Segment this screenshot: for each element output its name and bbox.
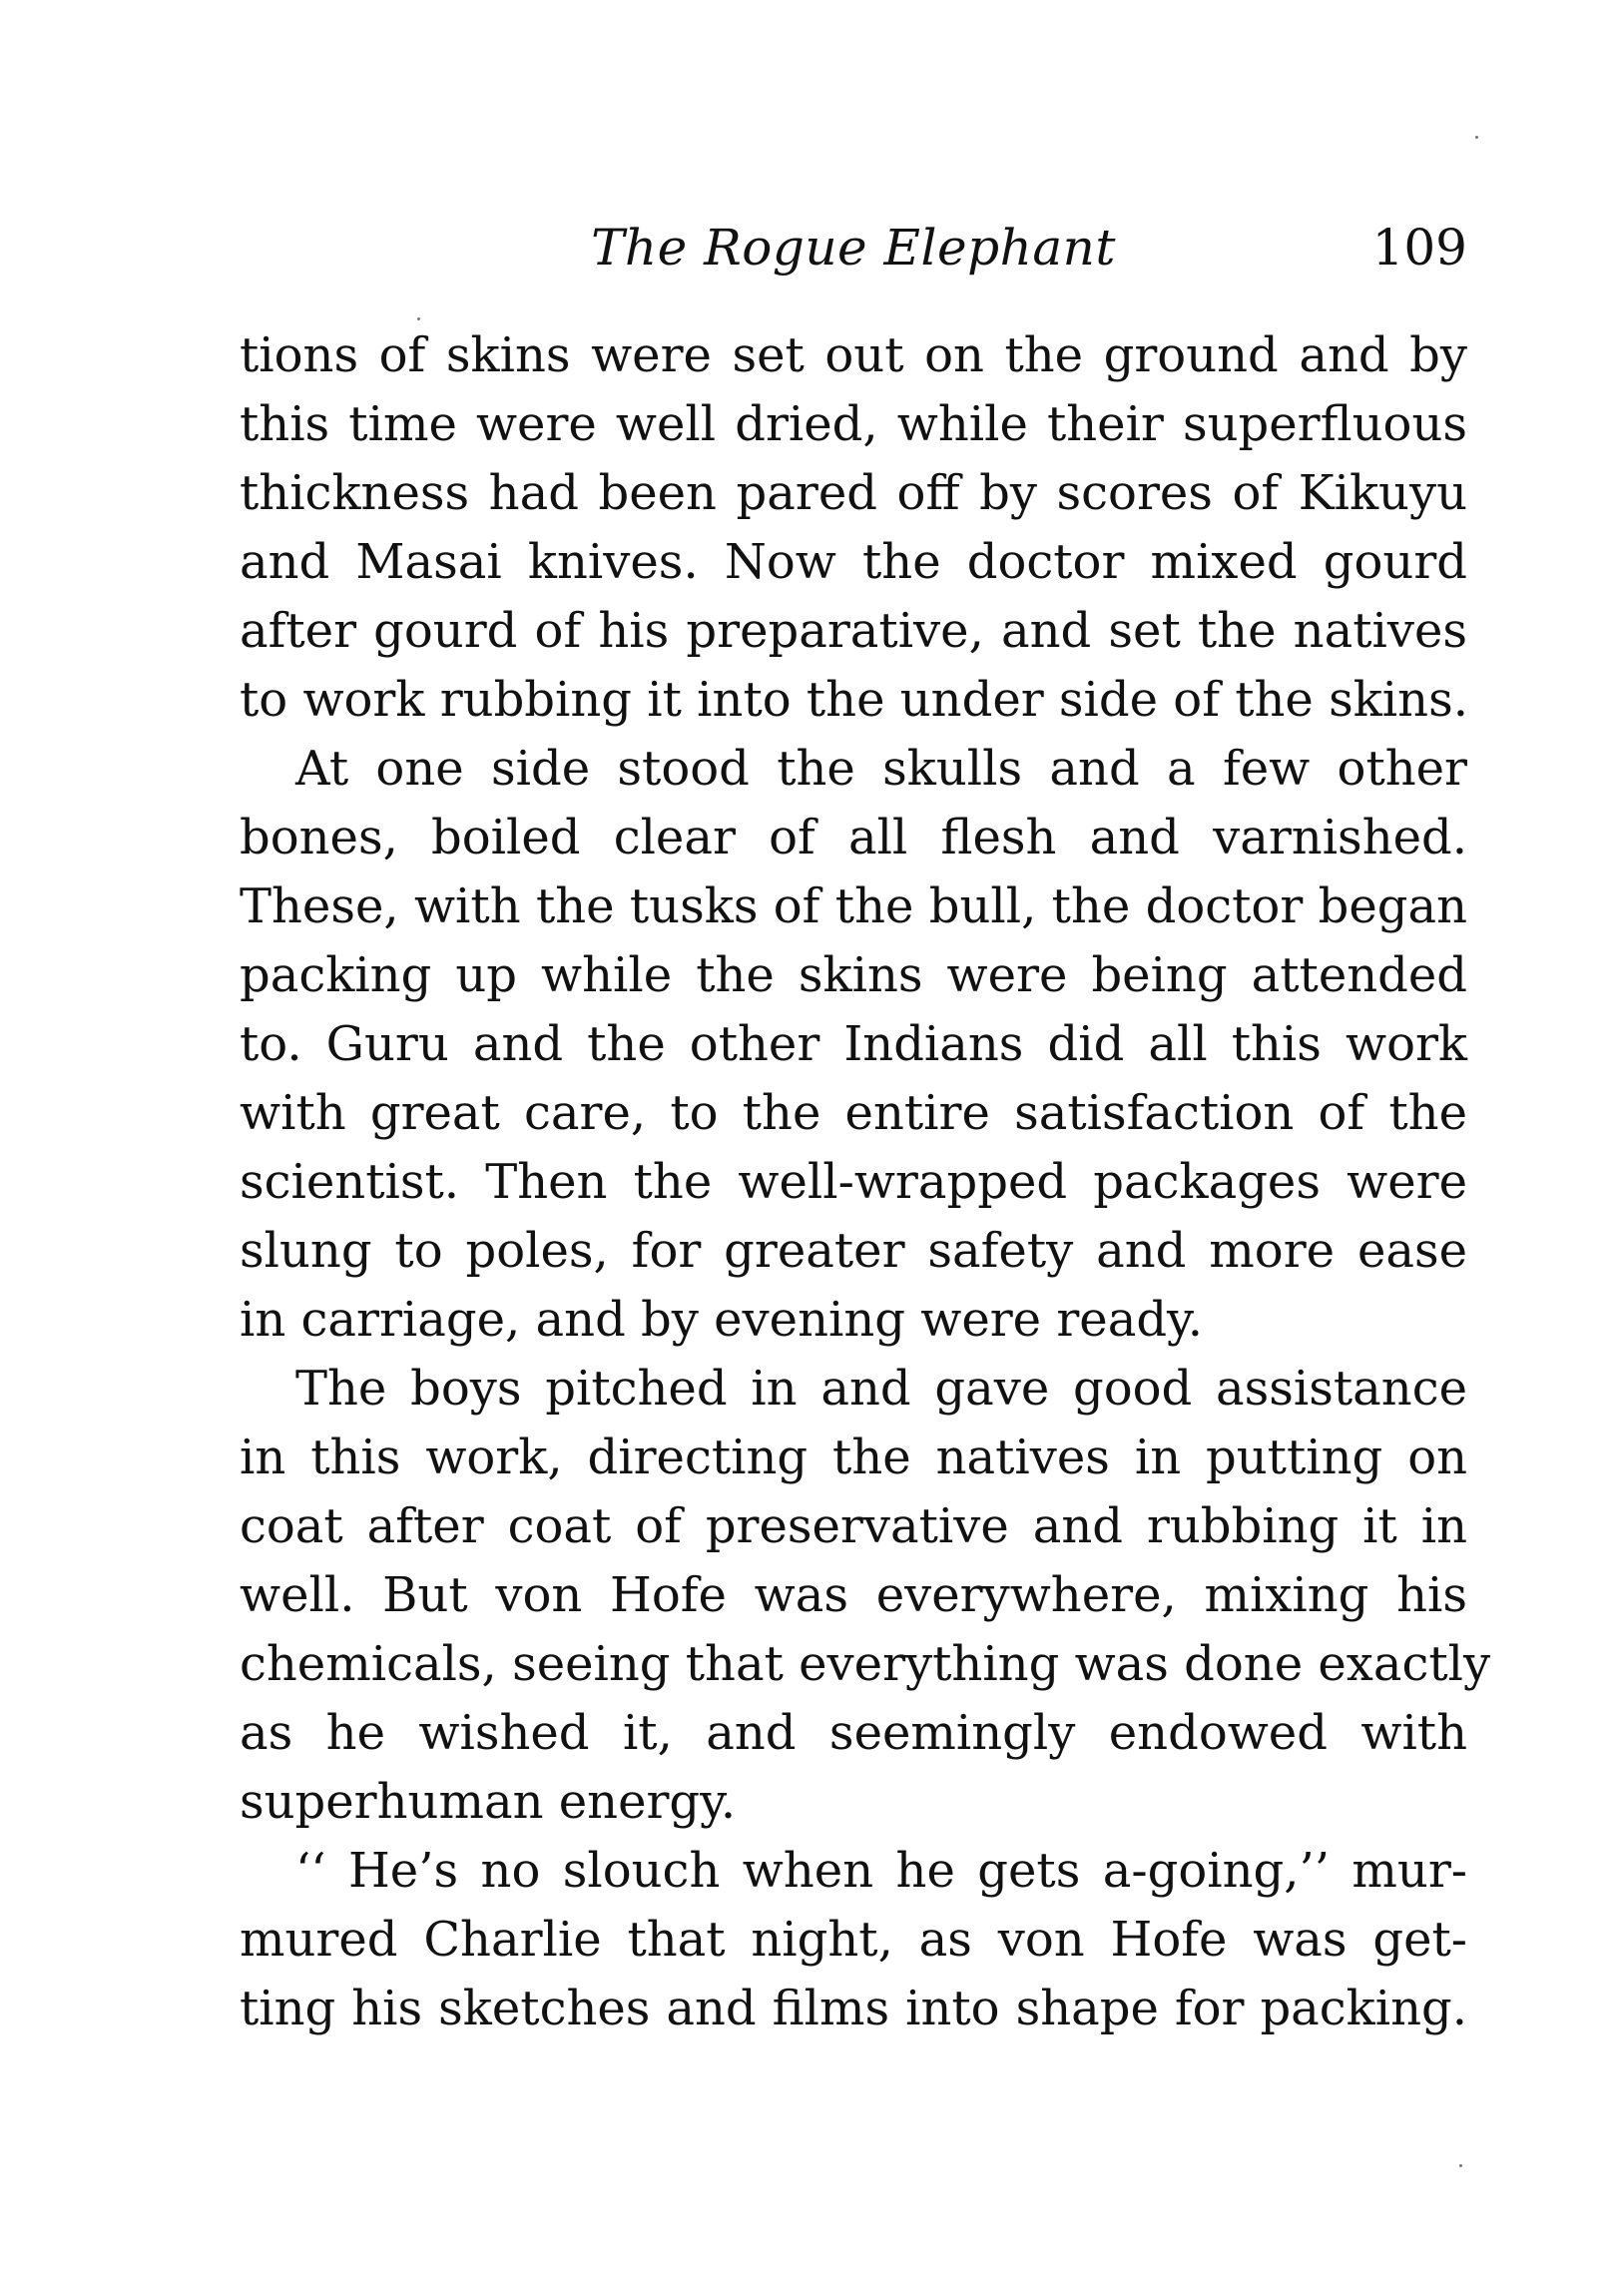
text-line: superhuman energy. (240, 1774, 737, 1830)
text-line: this time were well dried, while their superfluous (240, 396, 1467, 452)
scan-speck (1459, 2164, 1462, 2167)
text-line: scientist. Then the well-wrapped packages were (240, 1154, 1467, 1210)
paragraph-4 (240, 1837, 1467, 2043)
text-line: to work rubbing it into the under side of the skins. (240, 672, 1468, 728)
paragraph-1 (240, 321, 1467, 735)
text-line: slung to poles, for greater safety and more ease (240, 1223, 1467, 1279)
paragraph-2 (240, 735, 1467, 1355)
text-line: and Masai knives. Now the doctor mixed gourd (240, 534, 1467, 590)
body-text (240, 321, 1491, 2043)
text-line: tions of skins were set out on the ground and by (240, 327, 1467, 383)
text-line: after gourd of his preparative, and set the natives (240, 603, 1467, 659)
text-line: well. But von Hofe was everywhere, mixing his (240, 1567, 1467, 1623)
page-number: 109 (1371, 219, 1467, 277)
scan-speck (1475, 136, 1478, 139)
text-line: ting his sketches and films into shape for packing. (240, 1981, 1467, 2036)
text-line: These, with the tusks of the bull, the doctor began (240, 878, 1467, 934)
text-line: packing up while the skins were being attended (240, 947, 1467, 1003)
scan-speck (417, 317, 420, 320)
text-line: The boys pitched in and gave good assistance (295, 1361, 1467, 1417)
paragraph-3 (240, 1355, 1491, 1837)
running-title: The Rogue Elephant (591, 219, 1116, 277)
text-line: bones, boiled clear of all flesh and varnished. (240, 810, 1467, 865)
text-line: mured Charlie that night, as von Hofe was get- (240, 1912, 1467, 1968)
text-line: with great care, to the entire satisfaction of the (240, 1085, 1467, 1141)
text-line: as he wished it, and seemingly endowed with (240, 1705, 1467, 1761)
text-line: ‘‘ He’s no slouch when he gets a-going,’’ mur- (295, 1843, 1467, 1899)
text-line: thickness had been pared off by scores of Kikuyu (240, 465, 1467, 521)
running-head (240, 208, 1467, 287)
text-line: in carriage, and by evening were ready. (240, 1292, 1204, 1348)
text-line: to. Guru and the other Indians did all this work (240, 1016, 1467, 1072)
text-line: At one side stood the skulls and a few other (295, 741, 1467, 797)
text-line: coat after coat of preservative and rubbing it in (240, 1498, 1467, 1554)
text-line: chemicals, seeing that everything was done exactly (240, 1636, 1491, 1692)
text-line: in this work, directing the natives in putting on (240, 1430, 1467, 1485)
